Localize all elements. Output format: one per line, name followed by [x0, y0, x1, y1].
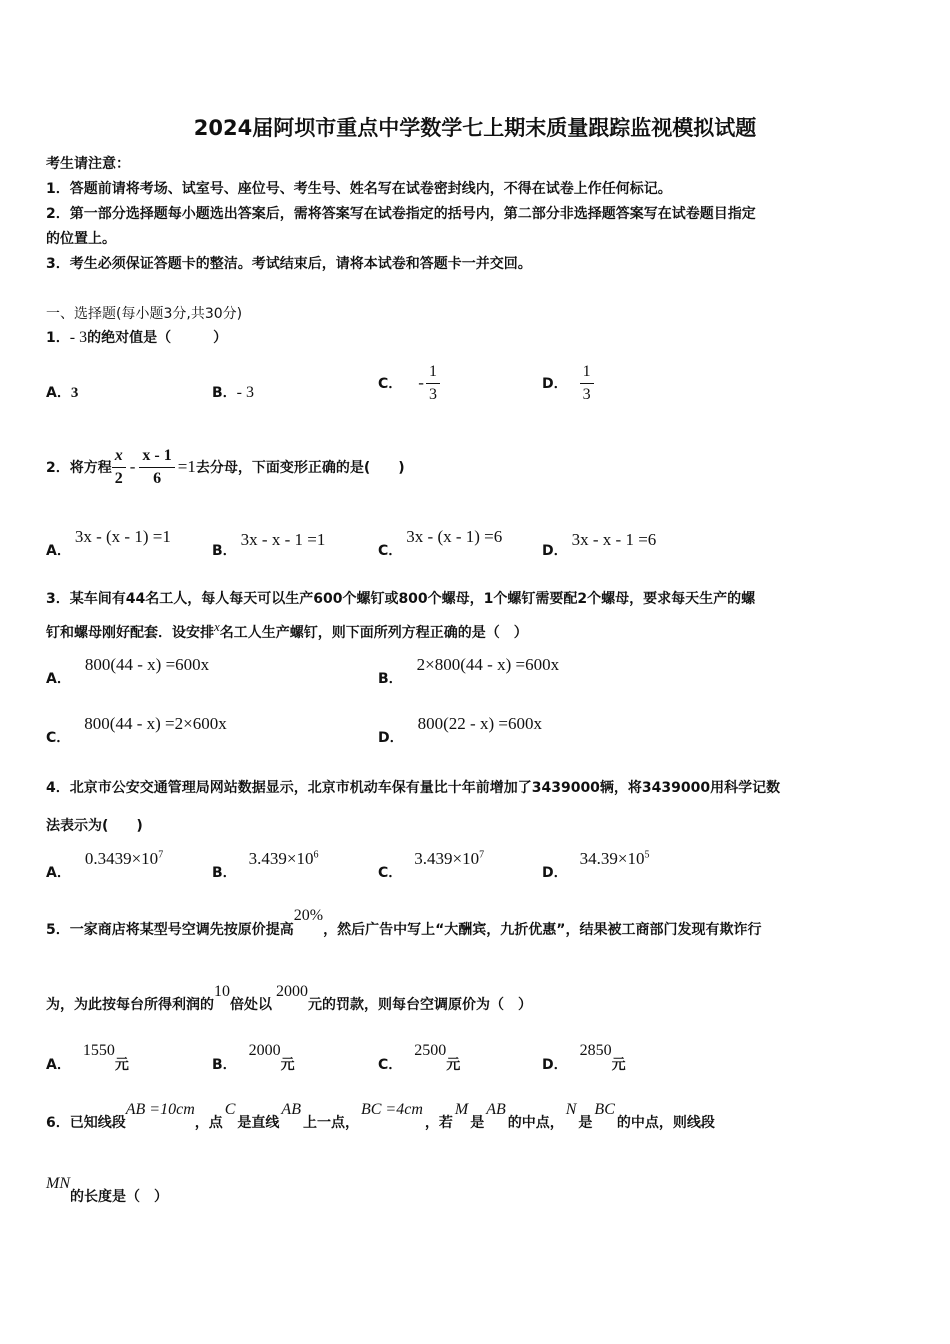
- q3-option-c[interactable]: C．800(44 - x) =2×600x: [46, 714, 227, 746]
- q2-option-b[interactable]: B．3x - x - 1 =1: [212, 530, 326, 559]
- question-4-line-1: 4．北京市公安交通管理局网站数据显示，北京市机动车保有量比十年前增加了3439000辆，将3439000用科学记数: [46, 780, 781, 796]
- question-6-line-2: MN的长度是（ ）: [46, 1175, 168, 1205]
- question-5-line-1: 5．一家商店将某型号空调先按原价提高20%，然后广告中写上“大酬宾，九折优惠”，结果被工商部门发现有欺诈行: [46, 907, 762, 938]
- question-3-line-1: 3．某车间有44名工人，每人每天可以生产600个螺钉或800个螺母，1个螺钉需要配2个螺母，要求每天生产的螺: [46, 591, 756, 607]
- notice-heading: 考生请注意：: [46, 156, 130, 172]
- notice-item-3: 3．考生必须保证答题卡的整洁。考试结束后，请将本试卷和答题卡一并交回。: [46, 256, 532, 272]
- question-1: 1．- 3的绝对值是（ ）: [46, 329, 228, 346]
- notice-item-1: 1．答题前请将考场、试室号、座位号、考生号、姓名写在试卷密封线内，不得在试卷上作任何标记。: [46, 181, 672, 197]
- q1-option-a[interactable]: A．3: [46, 385, 79, 401]
- question-2: 2．将方程 $\frac{x}{2}$ - $\frac{x - 1}{6}$ =1 去分母，下面变形正确的是( ): [46, 446, 405, 487]
- q1-option-b[interactable]: B．- 3: [212, 384, 254, 401]
- q3-option-a[interactable]: A．800(44 - x) =600x: [46, 655, 210, 687]
- q3-option-b[interactable]: B．2×800(44 - x) =600x: [378, 655, 560, 687]
- question-4-line-2: 法表示为( ): [46, 818, 143, 834]
- q2-option-d[interactable]: D．3x - x - 1 =6: [542, 530, 657, 559]
- q4-option-b[interactable]: B．$3.439\times 10^6$: [212, 849, 319, 881]
- q5-option-c[interactable]: C．2500元: [378, 1042, 461, 1073]
- q5-option-a[interactable]: A．1550元: [46, 1042, 129, 1073]
- q1-option-c[interactable]: C． - $\frac{1}{3}$: [378, 358, 440, 408]
- q2-option-c[interactable]: C．3x - (x - 1) =6: [378, 527, 503, 559]
- q3-option-d[interactable]: D．800(22 - x) =600x: [378, 714, 542, 746]
- section-heading: 一、选择题(每小题3分,共30分): [46, 306, 243, 322]
- question-5-line-2: 为，为此按每台所得利润的10倍处以2000元的罚款，则每台空调原价为（ ）: [46, 983, 532, 1013]
- q4-option-d[interactable]: D．$34.39\times 10^5$: [542, 849, 650, 881]
- page-title: 2024届阿坝市重点中学数学七上期末质量跟踪监视模拟试题: [193, 116, 757, 140]
- notice-item-2: 2．第一部分选择题每小题选出答案后，需将答案写在试卷指定的括号内，第二部分非选择题答案写在试卷题目指定: [46, 206, 756, 222]
- notice-item-2-cont: 的位置上。: [46, 231, 116, 247]
- q5-option-b[interactable]: B．2000元: [212, 1042, 295, 1073]
- q1-option-d[interactable]: D． $\frac{1}{3}$: [542, 358, 594, 408]
- q2-option-a[interactable]: A．3x - (x - 1) =1: [46, 527, 171, 559]
- q4-option-c[interactable]: C．$3.439\times 10^7$: [378, 849, 485, 881]
- q4-option-a[interactable]: A．$0.3439\times 10^7$: [46, 849, 164, 881]
- q5-option-d[interactable]: D．2850元: [542, 1042, 626, 1073]
- question-6-line-1: 6．已知线段AB =10cm，点C是直线AB上一点，BC =4cm，若M是AB的中点，N是BC的中点，则线段: [46, 1101, 715, 1131]
- question-3-line-2: 钉和螺母刚好配套．设安排x名工人生产螺钉，则下面所列方程正确的是（ ）: [46, 619, 528, 641]
